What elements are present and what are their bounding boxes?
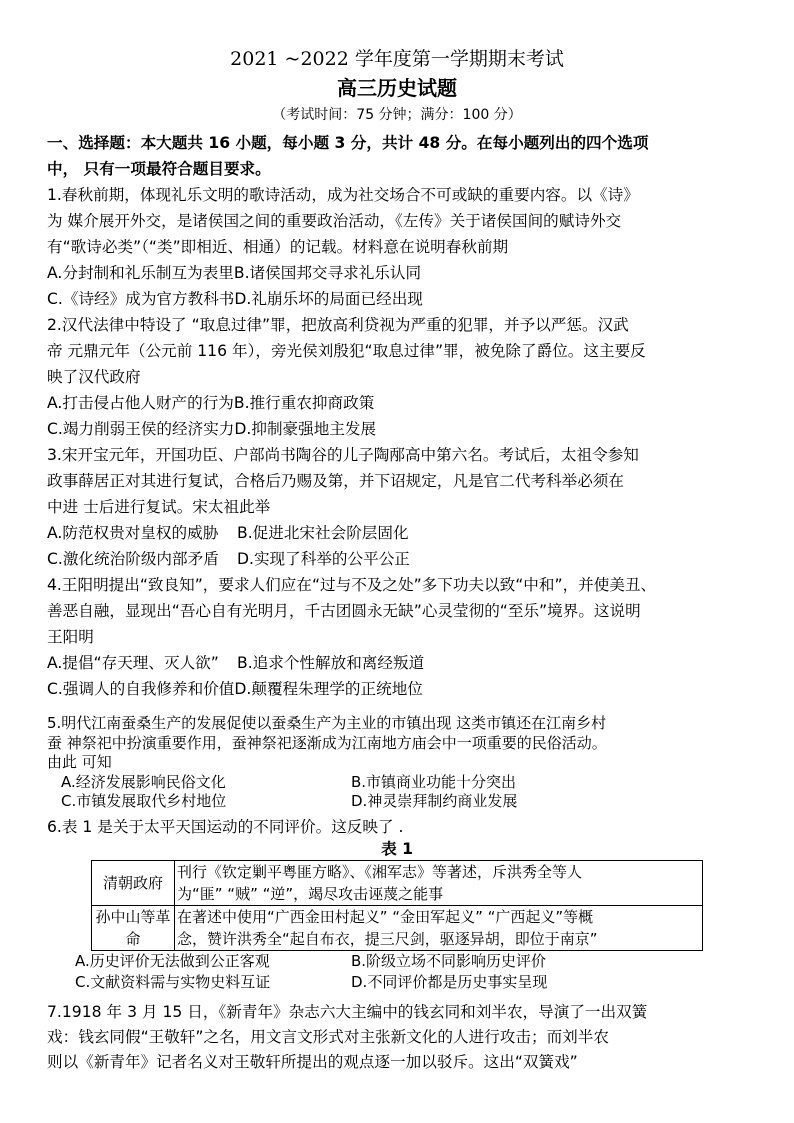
question-stem: 由此 可知 <box>47 753 112 771</box>
question-stem: 则以《新青年》记者名义对王敬轩所提出的观点逐一加以驳斥。这出“双簧戏” <box>47 1053 578 1071</box>
exam-info: （考试时间：75 分钟；满分：100 分） <box>272 107 522 123</box>
question-1 <box>47 182 747 312</box>
option-a: A.历史评价无法做到公正客观 <box>75 952 270 970</box>
option-a: A.经济发展影响民俗文化 <box>61 772 226 791</box>
question-stem: 2.汉代法律中特设了 “取息过律”罪，把放高利贷视为严重的犯罪，并予以严惩。汉武 <box>47 316 629 334</box>
question-stem: 善恶自融，显现出“吾心自有光明月，千古团圆永无缺”心灵莹彻的“至乐”境界。这说明 <box>47 602 641 620</box>
option-c: C.《诗经》成为官方教科书 <box>47 290 235 308</box>
question-stem: 帝 元鼎元年（公元前 116 年），旁光侯刘殷犯“取息过律”罪，被免除了爵位。这主要反 <box>47 342 646 360</box>
table-row-head: 孙中山等革命 <box>92 906 175 951</box>
option-d: D.抑制豪强地主发展 <box>234 420 377 438</box>
question-stem: 5.明代江南蚕桑生产的发展促使以蚕桑生产为主业的市镇出现 这类市镇还在江南乡村 <box>47 714 607 732</box>
question-stem: 3.宋开宝元年，开国功臣、户部尚书陶谷的儿子陶邴高中第六名。考试后，太祖令参知 <box>47 446 639 464</box>
question-stem: 中进 士后进行复试。宋太祖此举 <box>47 498 271 516</box>
option-a: A.提倡“存天理、灭人欲” <box>47 654 219 672</box>
option-a: A.防范权贵对皇权的威胁 <box>47 524 219 542</box>
option-b: B.诸侯国邦交寻求礼乐认同 <box>233 264 422 282</box>
question-stem: 4.王阳明提出“致良知”，要求人们应在“过与不及之处”多下功夫以致“中和”，并使美丑、 <box>47 576 657 594</box>
question-stem: 映了汉代政府 <box>47 368 141 386</box>
question-stem: 政事薛居正对其进行复试，合格后乃赐及第，并下诏规定，凡是官二代考科举必须在 <box>47 472 624 490</box>
option-d: D.实现了科举的公平公正 <box>237 550 410 568</box>
question-5 <box>47 714 747 812</box>
option-b: B.市镇商业功能十分突出 <box>351 772 517 791</box>
section-heading-cont: 中， 只有一项最符合题目要求。 <box>47 160 271 178</box>
table-row <box>92 906 703 951</box>
option-d: D.礼崩乐坏的局面已经出现 <box>234 290 423 308</box>
table-cell-line: 为“匪” “贼” “逆”，竭尽攻击诬蔑之能事 <box>177 885 444 903</box>
question-6 <box>47 816 747 993</box>
question-7 <box>47 1000 747 1075</box>
exam-title: 2021 ~2022 学年度第一学期期末考试 <box>230 48 564 70</box>
table-row <box>92 861 703 906</box>
table-cell <box>175 906 703 951</box>
table-caption: 表 1 <box>381 840 413 858</box>
option-b: B.推行重农抑商政策 <box>233 394 375 412</box>
option-c: C.文献资料需与实物史料互证 <box>75 973 271 991</box>
evaluation-table <box>91 860 703 951</box>
option-b: B.追求个性解放和离经叛道 <box>237 654 425 672</box>
question-stem: 6.表 1 是关于太平天国运动的不同评价。这反映了 . <box>47 818 404 836</box>
option-d: D.颠覆程朱理学的正统地位 <box>234 680 423 698</box>
section-heading: 一、选择题：本大题共 16 小题，每小题 3 分，共计 48 分。在每小题列出的四个选项 <box>47 134 649 152</box>
question-stem: 为 媒介展开外交，是诸侯国之间的重要政治活动，《左传》关于诸侯国间的赋诗外交 <box>47 212 622 230</box>
question-stem: 1.春秋前期，体现礼乐文明的歌诗活动，成为社交场合不可或缺的重要内容。以《诗》 <box>47 186 639 204</box>
table-cell-line: 在著述中使用“广西金田村起义” “金田军起义” “广西起义”等概 <box>177 908 594 926</box>
option-c: C.市镇发展取代乡村地位 <box>61 792 227 810</box>
table-cell-line: 刊行《钦定剿平粤匪方略》、《湘军志》等著述，斥洪秀全等人 <box>177 863 583 881</box>
table-cell <box>175 861 703 906</box>
question-stem: 7.1918 年 3 月 15 日，《新青年》杂志六大主编中的钱玄同和刘半农，导演了一出双簧 <box>47 1003 648 1021</box>
option-c: C.竭力削弱王侯的经济实力 <box>47 420 235 438</box>
option-d: D.神灵崇拜制约商业发展 <box>351 792 518 810</box>
option-a: A.分封制和礼乐制互为表里 <box>47 264 234 282</box>
question-4 <box>47 572 747 702</box>
option-c: C.激化统治阶级内部矛盾 <box>47 550 219 568</box>
question-stem: 有“歌诗必类”（“类”即相近、相通）的记载。材料意在说明春秋前期 <box>47 238 509 256</box>
option-b: B.促进北宋社会阶层固化 <box>237 524 409 542</box>
option-c: C.强调人的自我修养和价值 <box>47 680 235 698</box>
option-a: A.打击侵占他人财产的行为 <box>47 394 234 412</box>
table-row-head: 清朝政府 <box>92 861 175 906</box>
exam-subject: 高三历史试题 <box>337 76 457 100</box>
table-cell-line: 念，赞许洪秀全“起自布衣，提三尺剑，驱逐异胡，即位于南京” <box>177 930 598 948</box>
question-stem: 王阳明 <box>47 628 94 646</box>
question-3 <box>47 442 747 572</box>
questions-block-1 <box>47 130 747 702</box>
question-stem: 戏：钱玄同假“王敬轩”之名，用文言文形式对主张新文化的人进行攻击；而刘半农 <box>47 1028 609 1046</box>
option-d: D.不同评价都是历史事实呈现 <box>351 973 548 991</box>
question-stem: 蚕 神祭祀中扮演重要作用，蚕神祭祀逐渐成为江南地方庙会中一项重要的民俗活动。 <box>47 733 607 752</box>
option-b: B.阶级立场不同影响历史评价 <box>351 952 547 970</box>
question-2 <box>47 312 747 442</box>
